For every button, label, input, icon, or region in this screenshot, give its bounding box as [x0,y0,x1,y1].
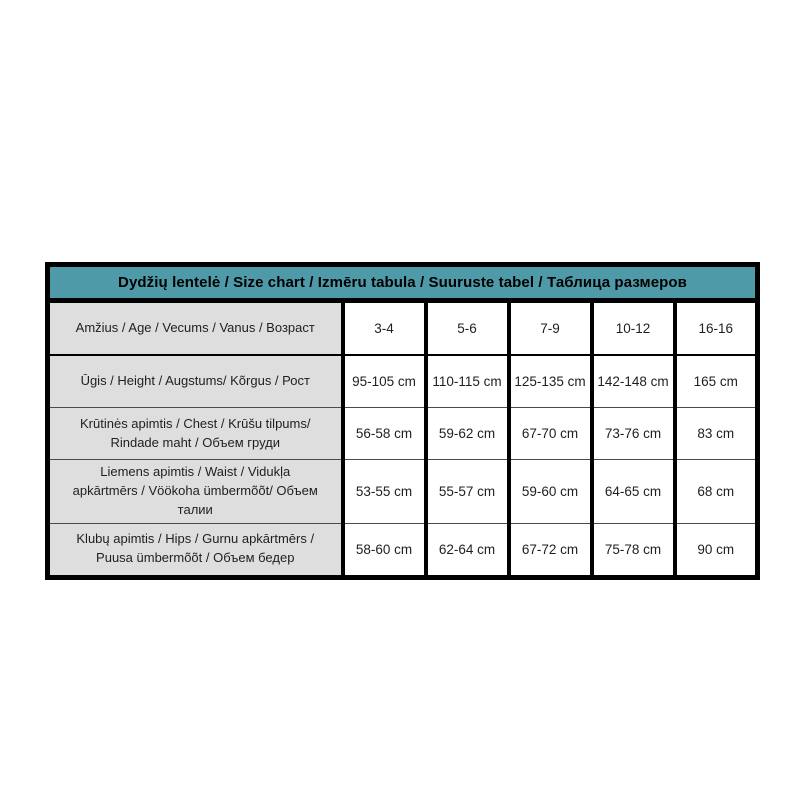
table-row [48,460,758,524]
table-row [48,408,758,460]
row-value: 5-6 [426,301,509,356]
row-value: 95-105 cm [343,355,426,408]
table-row [48,301,758,356]
row-value: 59-60 cm [509,460,592,524]
row-value: 10-12 [592,301,675,356]
row-value: 73-76 cm [592,408,675,460]
row-label: Klubų apimtis / Hips / Gurnu apkārtmērs / Puusa ümbermõõt / Объем бедер [48,523,343,577]
row-value: 58-60 cm [343,523,426,577]
row-value: 55-57 cm [426,460,509,524]
row-value: 90 cm [675,523,758,577]
row-label: Ūgis / Height / Augstums/ Kõrgus / Рост [48,355,343,408]
row-label: Amžius / Age / Vecums / Vanus / Возраст [48,301,343,356]
row-value: 59-62 cm [426,408,509,460]
row-value: 62-64 cm [426,523,509,577]
size-chart-table [45,262,760,580]
row-value: 68 cm [675,460,758,524]
row-value: 75-78 cm [592,523,675,577]
row-value: 56-58 cm [343,408,426,460]
row-value: 165 cm [675,355,758,408]
row-value: 67-70 cm [509,408,592,460]
row-label: Krūtinės apimtis / Chest / Krūšu tilpums/ Rindade maht / Объем груди [48,408,343,460]
row-value: 3-4 [343,301,426,356]
table-row [48,355,758,408]
size-chart-body [48,301,758,578]
row-value: 125-135 cm [509,355,592,408]
row-value: 110-115 cm [426,355,509,408]
table-row [48,523,758,577]
row-value: 7-9 [509,301,592,356]
row-value: 83 cm [675,408,758,460]
row-value: 16-16 [675,301,758,356]
size-chart-header-row [48,265,758,301]
row-value: 64-65 cm [592,460,675,524]
size-chart-title: Dydžių lentelė / Size chart / Izmēru tabula / Suuruste tabel / Таблица размеров [48,265,758,301]
row-label: Liemens apimtis / Waist / Vidukļa apkārtmērs / Vöökoha ümbermõõt/ Объем талии [48,460,343,524]
row-value: 67-72 cm [509,523,592,577]
row-value: 142-148 cm [592,355,675,408]
row-value: 53-55 cm [343,460,426,524]
